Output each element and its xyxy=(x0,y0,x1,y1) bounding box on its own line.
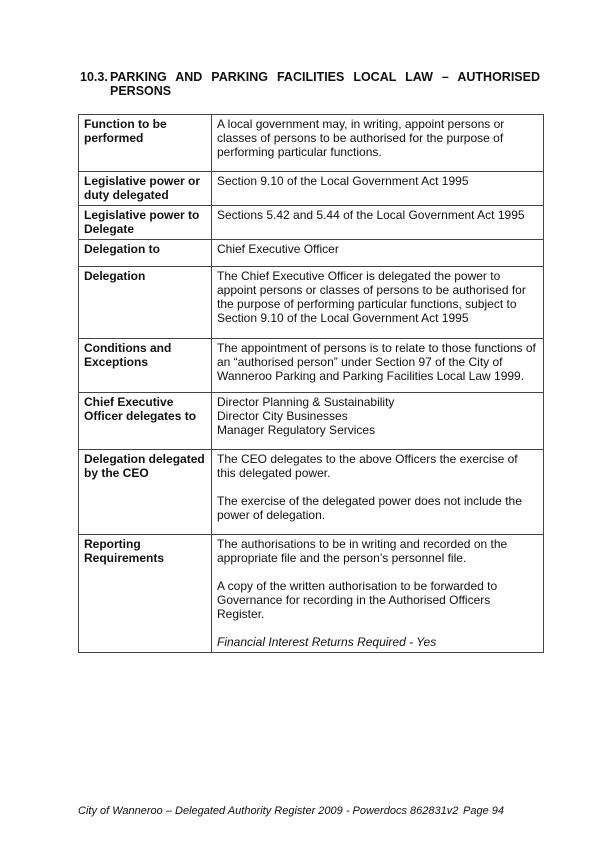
paragraph: The CEO delegates to the above Officers the exercise of this delegated power. xyxy=(217,452,518,480)
row-value xyxy=(212,450,544,535)
table-row xyxy=(79,115,544,172)
delegate-item: Director City Businesses xyxy=(217,409,348,423)
section-title-line1: PARKING AND PARKING FACILITIES LOCAL LAW – AUTHORISED xyxy=(110,70,540,84)
row-value xyxy=(212,393,544,450)
row-value: Chief Executive Officer xyxy=(212,240,544,267)
row-value: Section 9.10 of the Local Government Act 1995 xyxy=(212,172,544,206)
row-label: Reporting Requirements xyxy=(79,535,212,653)
footer-text: City of Wanneroo – Delegated Authority Register 2009 - Powerdocs 862831v2 xyxy=(78,805,459,817)
table-row xyxy=(79,172,544,206)
paragraph: The authorisations to be in writing and recorded on the appropriate file and the person’s personnel file. xyxy=(217,537,508,565)
row-label: Conditions and Exceptions xyxy=(79,339,212,393)
row-label: Delegation xyxy=(79,267,212,339)
table-row xyxy=(79,240,544,267)
row-label: Legislative power or duty delegated xyxy=(79,172,212,206)
row-label: Delegation to xyxy=(79,240,212,267)
row-label: Chief Executive Officer delegates to xyxy=(79,393,212,450)
page-number: Page 94 xyxy=(463,805,504,817)
row-value: A local government may, in writing, appoint persons or classes of persons to be authorised for the purpose of performing particular functions. xyxy=(212,115,544,172)
paragraph: A copy of the written authorisation to be forwarded to Governance for recording in the Authorised Officers Register. xyxy=(217,579,498,621)
row-label: Legislative power to Delegate xyxy=(79,206,212,240)
table-row xyxy=(79,339,544,393)
paragraph: Financial Interest Returns Required - Yes xyxy=(217,635,437,649)
page-footer xyxy=(78,805,504,817)
row-value: The appointment of persons is to relate to those functions of an “authorised person” under Section 97 of the City of Wanneroo Parking and Parking Facilities Local Law 1999. xyxy=(212,339,544,393)
table-row xyxy=(79,535,544,653)
row-value xyxy=(212,535,544,653)
delegation-table xyxy=(78,114,544,653)
paragraph: The exercise of the delegated power does not include the power of delegation. xyxy=(217,494,522,522)
row-value: The Chief Executive Officer is delegated the power to appoint persons or classes of persons to be authorised for the purpose of performing particular functions, subject to Section 9.10 of the Local Government Act 1995 xyxy=(212,267,544,339)
delegate-item: Director Planning & Sustainability xyxy=(217,395,395,409)
delegate-item: Manager Regulatory Services xyxy=(217,423,376,437)
section-title-line2: PERSONS xyxy=(110,84,172,98)
table-row xyxy=(79,206,544,240)
section-number: 10.3. xyxy=(80,70,108,84)
table-row xyxy=(79,267,544,339)
row-value: Sections 5.42 and 5.44 of the Local Government Act 1995 xyxy=(212,206,544,240)
section-heading xyxy=(80,70,540,98)
row-label: Delegation delegated by the CEO xyxy=(79,450,212,535)
row-label: Function to be performed xyxy=(79,115,212,172)
table-row xyxy=(79,393,544,450)
table-row xyxy=(79,450,544,535)
